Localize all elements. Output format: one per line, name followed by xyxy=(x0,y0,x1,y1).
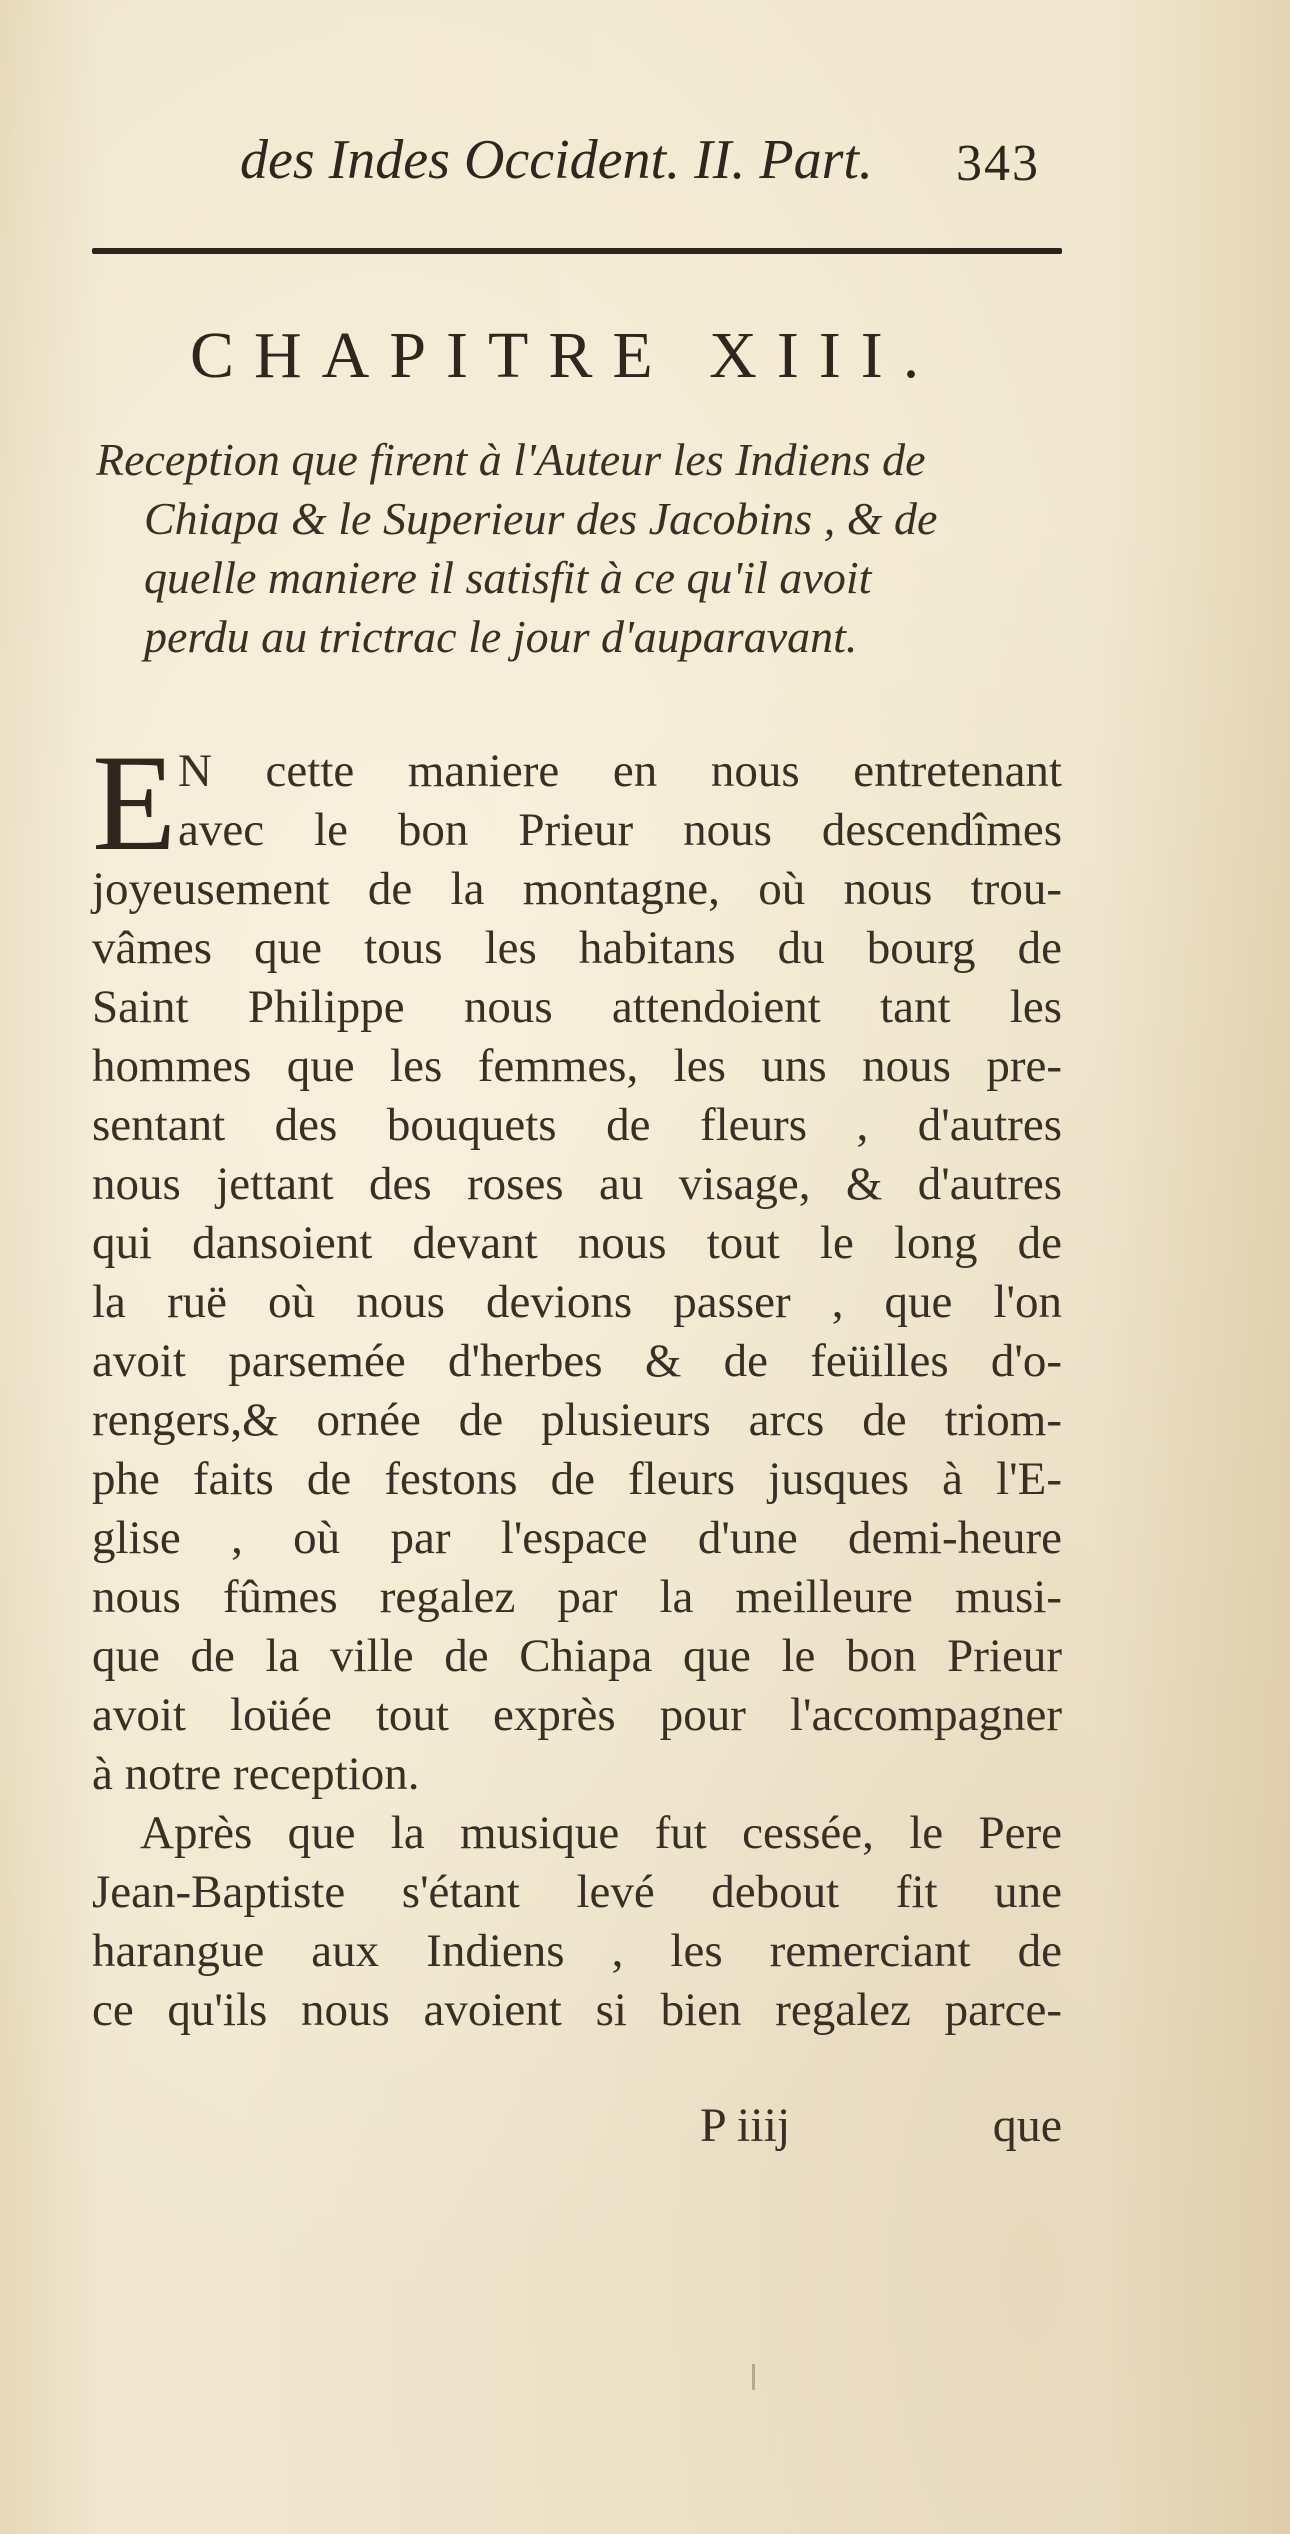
drop-cap: E xyxy=(92,726,177,879)
text-line: qui dansoient devant nous tout le long de xyxy=(92,1217,1062,1269)
text-line: Après que la musique fut cessée, le Pere xyxy=(140,1807,1062,1859)
summary-line: Chiapa & le Superieur des Jacobins , & de xyxy=(144,493,938,544)
catchword: que xyxy=(992,2099,1062,2152)
text-line: sentant des bouquets de fleurs , d'autres xyxy=(92,1099,1062,1151)
text-line: hommes que les femmes, les uns nous pre- xyxy=(92,1040,1062,1092)
text-line: vâmes que tous les habitans du bourg de xyxy=(92,922,1062,974)
text-line: avoit loüée tout exprès pour l'accompagner xyxy=(92,1689,1062,1741)
chapter-title: CHAPITRE XIII. xyxy=(190,319,940,392)
chapter-summary xyxy=(96,430,1062,666)
summary-line: Reception que firent à l'Auteur les Indiens de xyxy=(96,434,926,485)
text-line: la ruë où nous devions passer , que l'on xyxy=(92,1276,1062,1328)
page-header xyxy=(240,128,1040,198)
opening-lines xyxy=(92,726,1062,879)
paper-mark xyxy=(752,2364,755,2390)
text-line: Jean-Baptiste s'étant levé debout fit une xyxy=(92,1866,1062,1918)
text-line: joyeusement de la montagne, où nous trou- xyxy=(92,863,1062,915)
text-line: à notre reception. xyxy=(92,1748,420,1800)
header-rule xyxy=(92,248,1062,254)
text-line: phe faits de festons de fleurs jusques à l'E- xyxy=(92,1453,1062,1505)
text-line: nous fûmes regalez par la meilleure musi- xyxy=(92,1571,1062,1623)
paragraph-2 xyxy=(92,1804,1062,2040)
text-line: ce qu'ils nous avoient si bien regalez parce- xyxy=(92,1984,1062,2036)
signature-mark: P iiij xyxy=(700,2099,791,2152)
page-number: 343 xyxy=(956,135,1040,192)
summary-line: quelle maniere il satisfit à ce qu'il avoit xyxy=(144,552,872,603)
summary-line: perdu au trictrac le jour d'auparavant. xyxy=(144,611,858,662)
text-line: Saint Philippe nous attendoient tant les xyxy=(92,981,1062,1033)
text-line: harangue aux Indiens , les remerciant de xyxy=(92,1925,1062,1977)
text-line: N cette maniere en nous entretenant xyxy=(178,745,1062,797)
text-line: rengers,& ornée de plusieurs arcs de triom- xyxy=(92,1394,1062,1446)
text-line: avoit parsemée d'herbes & de feüilles d'o- xyxy=(92,1335,1062,1387)
text-line: avec le bon Prieur nous descendîmes xyxy=(178,804,1062,856)
text-line: que de la ville de Chiapa que le bon Prieur xyxy=(92,1630,1062,1682)
paragraph-1 xyxy=(92,860,1062,1804)
running-head: des Indes Occident. II. Part. xyxy=(240,129,873,191)
text-line: nous jettant des roses au visage, & d'autres xyxy=(92,1158,1062,1210)
body-text xyxy=(92,726,1062,2040)
text-line: glise , où par l'espace d'une demi-heure xyxy=(92,1512,1062,1564)
